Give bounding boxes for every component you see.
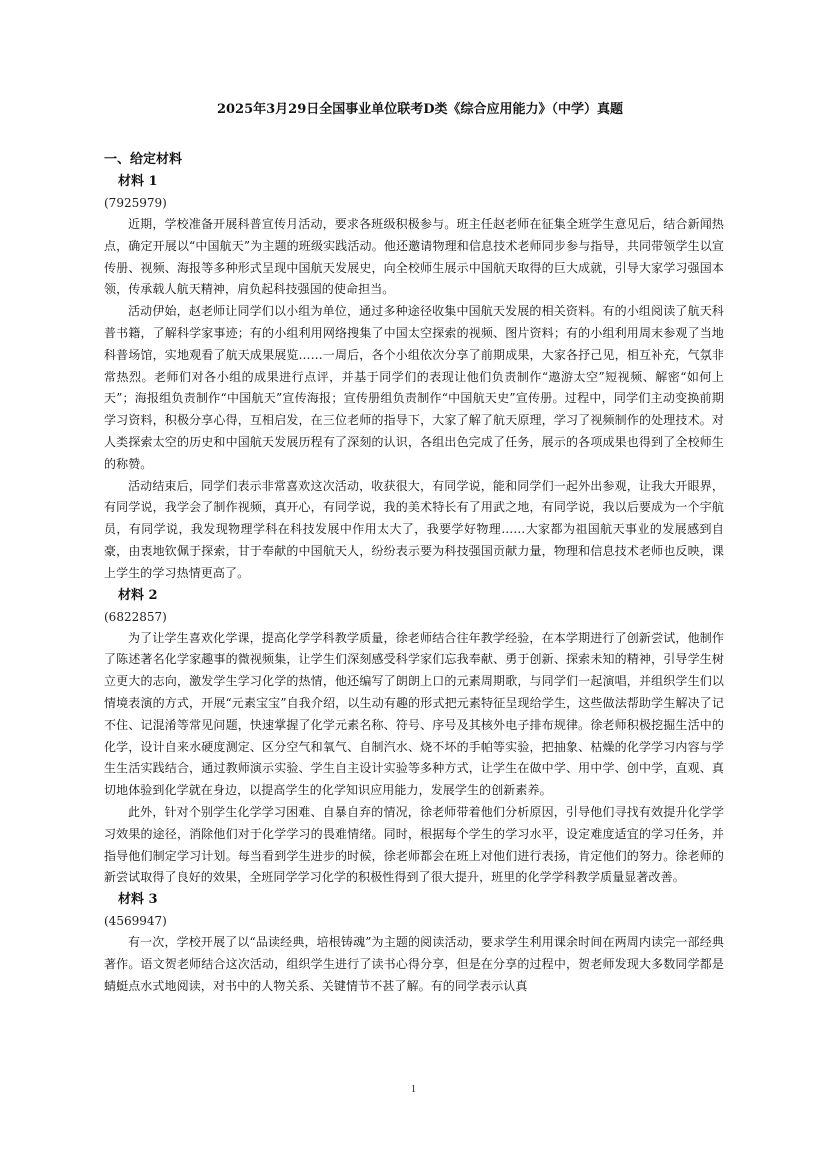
material-block-3 [104,889,724,997]
page-number: 1 [411,1084,416,1095]
material-code: (4569947) [104,914,167,929]
material-paragraph: 此外，针对个别学生化学学习困难、自暴自弃的情况，徐老师带着他们分析原因，引导他们寻找有效提升化学学习效果的途径，消除他们对于化学学习的畏难情绪。同时，根据每个学生的学习水平，设定难度适宜的学习任务，并指导他们制定学习计划。每当看到学生进步的时候，徐老师都会在班上对他们进行表扬，肯定他们的努力。徐老师的新尝试取得了良好的效果，全班同学学习化学的积极性得到了很大提升，班里的化学学科教学质量显著改善。 [104,804,724,885]
material-code: (6822857) [104,609,167,624]
material-label: 材料 2 [118,587,158,603]
material-paragraph: 活动伊始，赵老师让同学们以小组为单位，通过多种途径收集中国航天发展的相关资料。有的小组阅读了航天科普书籍，了解科学家事迹；有的小组利用网络搜集了中国太空探索的视频、图片资料；有的小组利用周末参观了当地科普场馆，实地观看了航天成果展览……一周后，各个小组依次分享了前期成果，大家各抒己见，相互补充，气氛非常热烈。老师们对各小组的成果进行点评，并基于同学们的表现让他们负责制作“遨游太空”短视频、解密“如何上天”；海报组负责制作“中国航天”宣传海报；宣传册组负责制作“中国航天史”宣传册。过程中，同学们主动变换前期学习资料，积极分享心得，互相启发，在三位老师的指导下，大家了解了航天原理，学习了视频制作的处理技术。对人类探索太空的历史和中国航天发展历程有了深刻的认识，各组出色完成了任务，展示的各项成果也得到了全校师生的称赞。 [104,304,724,471]
material-paragraph: 近期，学校准备开展科普宣传月活动，要求各班级积极参与。班主任赵老师在征集全班学生意见后，结合新闻热点，确定开展以“中国航天”为主题的班级实践活动。他还邀请物理和信息技术老师同步参与指导，共同带领学生以宣传册、视频、海报等多种形式呈现中国航天发展史，向全校师生展示中国航天取得的巨大成就，引导大家学习强国本领，传承载人航天精神，肩负起科技强国的使命担当。 [104,217,724,297]
material-paragraph: 活动结束后，同学们表示非常喜欢这次活动，收获很大，有同学说，能和同学们一起外出参观，让我大开眼界，有同学说，我学会了制作视频，真开心，有同学说，我的美术特长有了用武之地，有同学说，我以后要成为一个宇航员，有同学说，我发现物理学科在科技发展中作用太大了，我要学好物理……大家都为祖国航天事业的发展感到自豪，由衷地钦佩于探索，甘于奉献的中国航天人，纷纷表示要为科技强国贡献力量，物理和信息技术老师也反映，课上学生的学习热情更高了。 [104,478,724,580]
material-block-1 [104,171,724,585]
material-paragraph: 为了让学生喜欢化学课，提高化学学科教学质量，徐老师结合往年教学经验，在本学期进行了创新尝试，他制作了陈述著名化学家趣事的微视频集，让学生们深刻感受科学家们忘我奉献、勇于创新、探索未知的精神，引导学生树立更大的志向，激发学生学习化学的热情，他还编写了朗朗上口的元素周期歌，与同学们一起演唱，并组织学生们以情境表演的方式，开展“元素宝宝”自我介绍，以生动有趣的形式把元素特征呈现给学生，这些做法帮助学生解决了记不住、记混淆等常见问题，快速掌握了化学元素名称、符号、序号及其核外电子排布规律。徐老师积极挖掘生活中的化学，设计自来水硬度测定、区分空气和氧气、自制汽水、烧不坏的手帕等实验，把抽象、枯燥的化学学习内容与学生生活实践结合，通过教师演示实验、学生自主设计实验等多种方式，让学生在做中学、用中学、创中学，直观、真切地体验到化学就在身边，以提高学生的化学知识应用能力，发展学生的创新素养。 [104,630,724,798]
document-content [104,101,724,998]
material-block-2 [104,585,724,890]
material-label: 材料 3 [118,892,158,908]
material-code: (7925979) [104,196,167,210]
document-title: 2025年3月29日全国事业单位联考D类《综合应用能力》（中学）真题 [216,102,624,117]
section-heading: 一、给定材料 [104,152,183,167]
material-paragraph: 有一次，学校开展了以“品读经典，培根铸魂”为主题的阅读活动，要求学生利用课余时间在两周内读完一部经典著作。语文贺老师结合这次活动，组织学生进行了读书心得分享，但是在分享的过程中，贺老师发现大多数同学都是蜻蜓点水式地阅读，对书中的人物关系、关键情节不甚了解。有的同学表示认真 [104,935,724,993]
material-label: 材料 1 [118,174,158,189]
